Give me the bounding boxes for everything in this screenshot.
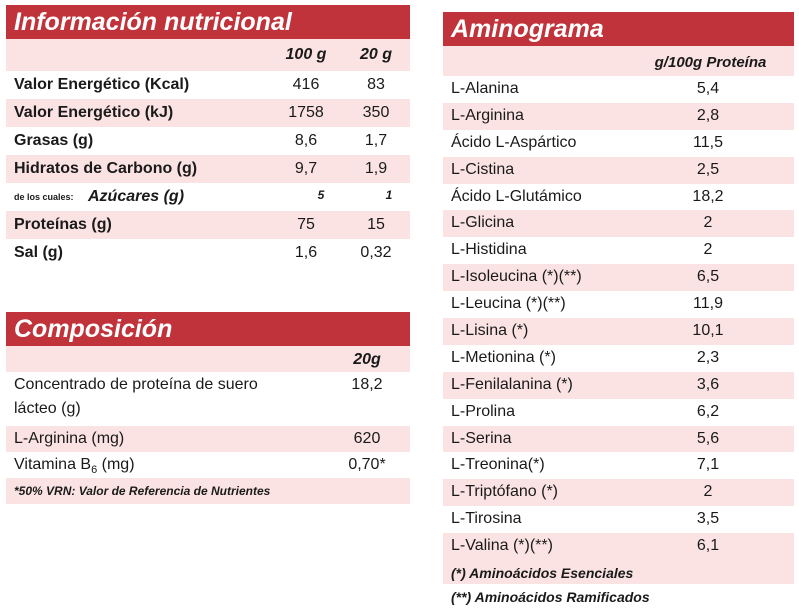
table-row — [443, 157, 794, 184]
row-value-20g: 15 — [367, 216, 385, 233]
table-row — [443, 210, 794, 237]
amino-value: 5,4 — [696, 80, 720, 97]
table-row — [443, 291, 794, 318]
amino-value: 18,2 — [692, 187, 724, 205]
aminogram-header-row — [443, 46, 794, 76]
amino-value: 6,2 — [696, 402, 720, 420]
composition-panel — [6, 312, 410, 504]
row-label: Azúcares (g) — [88, 188, 185, 205]
amino-value: 7,1 — [696, 456, 720, 474]
amino-value: 10,1 — [692, 322, 724, 340]
amino-label: L-Treonina(*) — [451, 456, 545, 474]
amino-label: L-Isoleucina (*)(**) — [451, 268, 582, 286]
composition-title: Composición — [6, 312, 410, 346]
amino-label: L-Cistina — [451, 160, 515, 178]
amino-label: L-Glicina — [451, 214, 515, 232]
table-row — [443, 426, 794, 453]
amino-label: Ácido L-Aspártico — [451, 133, 577, 151]
table-row — [443, 506, 794, 533]
table-row — [6, 183, 410, 211]
row-value-20g: 1 — [385, 188, 393, 202]
amino-label: L-Fenilalanina (*) — [451, 375, 573, 393]
table-row — [6, 426, 410, 452]
row-label: Hidratos de Carbono (g) — [14, 160, 198, 177]
table-row — [6, 372, 410, 426]
table-row — [443, 103, 794, 130]
amino-label: L-Valina (*)(**) — [451, 537, 553, 555]
table-row — [443, 318, 794, 345]
table-row — [443, 372, 794, 399]
amino-value: 2 — [703, 483, 713, 501]
aminogram-rows — [443, 76, 794, 560]
composition-header-row — [6, 346, 410, 372]
vitamin-subscript: 6 — [91, 464, 98, 477]
row-value: 18,2 — [351, 376, 383, 393]
row-value-20g: 0,32 — [360, 244, 392, 261]
col-20g: 20g — [353, 351, 381, 368]
aminogram-note-row — [443, 560, 794, 584]
essential-note: (*) Aminoácidos Esenciales — [451, 565, 634, 582]
row-value-20g: 350 — [362, 104, 390, 121]
col-100g: 100 g — [285, 46, 327, 63]
row-value-100g: 75 — [297, 216, 315, 233]
amino-label: L-Alanina — [451, 80, 519, 97]
table-row — [6, 239, 410, 267]
row-value-100g: 1758 — [288, 104, 324, 121]
col-20g: 20 g — [359, 46, 392, 63]
table-row — [443, 533, 794, 560]
table-row — [6, 155, 410, 183]
table-row — [443, 399, 794, 426]
amino-value: 6,5 — [696, 268, 720, 286]
row-prefix: de los cuales: — [14, 192, 74, 202]
row-value: 620 — [353, 430, 381, 447]
row-value-20g: 1,7 — [364, 132, 388, 149]
amino-label: L-Serina — [451, 429, 512, 447]
vitamin-unit: (mg) — [97, 456, 135, 473]
row-label: Valor Energético (Kcal) — [14, 76, 190, 93]
row-value-100g: 1,6 — [294, 244, 318, 261]
composition-note-row — [6, 478, 410, 504]
amino-value: 2,8 — [696, 106, 720, 124]
row-value: 0,70* — [348, 456, 386, 473]
table-row — [443, 130, 794, 157]
row-label: Proteínas (g) — [14, 216, 112, 233]
amino-label: L-Arginina — [451, 106, 524, 124]
amino-label: L-Lisina (*) — [451, 322, 529, 340]
table-row — [443, 452, 794, 479]
table-row — [6, 99, 410, 127]
amino-label: L-Tirosina — [451, 510, 522, 528]
amino-label: Ácido L-Glutámico — [451, 187, 582, 205]
table-row — [443, 345, 794, 372]
table-row — [6, 71, 410, 99]
amino-value: 11,9 — [693, 295, 723, 313]
amino-label: L-Prolina — [451, 402, 516, 420]
branched-note: (**) Aminoácidos Ramificados — [451, 589, 650, 606]
amino-value: 5,6 — [696, 429, 720, 447]
row-value-20g: 1,9 — [364, 160, 388, 177]
row-label: L-Arginina (mg) — [14, 430, 125, 447]
amino-value: 6,1 — [696, 537, 720, 555]
row-label-continued: lácteo (g) — [14, 400, 81, 417]
row-label: Sal (g) — [14, 244, 63, 261]
vrn-note: *50% VRN: Valor de Referencia de Nutrientes — [14, 484, 271, 498]
aminogram-title: Aminograma — [443, 12, 794, 46]
col-g-per-100g-protein: g/100g Proteína — [654, 54, 767, 71]
row-value-20g: 83 — [367, 76, 385, 93]
nutrition-header-row — [6, 39, 410, 71]
amino-label: L-Leucina (*)(**) — [451, 295, 566, 313]
table-row — [6, 452, 410, 478]
row-label: Concentrado de proteína de suero — [14, 376, 258, 393]
row-value-100g: 9,7 — [294, 160, 318, 177]
aminogram-panel — [443, 12, 794, 608]
amino-label: L-Metionina (*) — [451, 348, 556, 366]
row-value-100g: 5 — [317, 188, 325, 202]
row-label: Grasas (g) — [14, 132, 94, 149]
table-row — [443, 184, 794, 211]
row-label: Valor Energético (kJ) — [14, 104, 174, 121]
amino-value: 11,5 — [693, 133, 723, 151]
nutrition-panel — [6, 5, 410, 267]
row-label — [14, 456, 135, 476]
amino-value: 2,5 — [696, 160, 720, 178]
amino-value: 2,3 — [696, 348, 720, 366]
nutrition-rows — [6, 71, 410, 267]
table-row — [443, 237, 794, 264]
amino-label: L-Histidina — [451, 241, 527, 259]
vitamin-name: Vitamina B — [14, 456, 92, 473]
amino-value: 3,5 — [696, 510, 720, 528]
table-row — [6, 211, 410, 239]
row-value-100g: 8,6 — [294, 132, 318, 149]
table-row — [443, 264, 794, 291]
amino-value: 3,6 — [696, 375, 720, 393]
aminogram-note-row — [443, 584, 794, 608]
table-row — [443, 76, 794, 103]
amino-value: 2 — [703, 214, 713, 232]
nutrition-title: Información nutricional — [6, 5, 410, 39]
table-row — [443, 479, 794, 506]
row-value-100g: 416 — [292, 76, 320, 93]
amino-value: 2 — [703, 241, 713, 259]
table-row — [6, 127, 410, 155]
amino-label: L-Triptófano (*) — [451, 483, 558, 501]
